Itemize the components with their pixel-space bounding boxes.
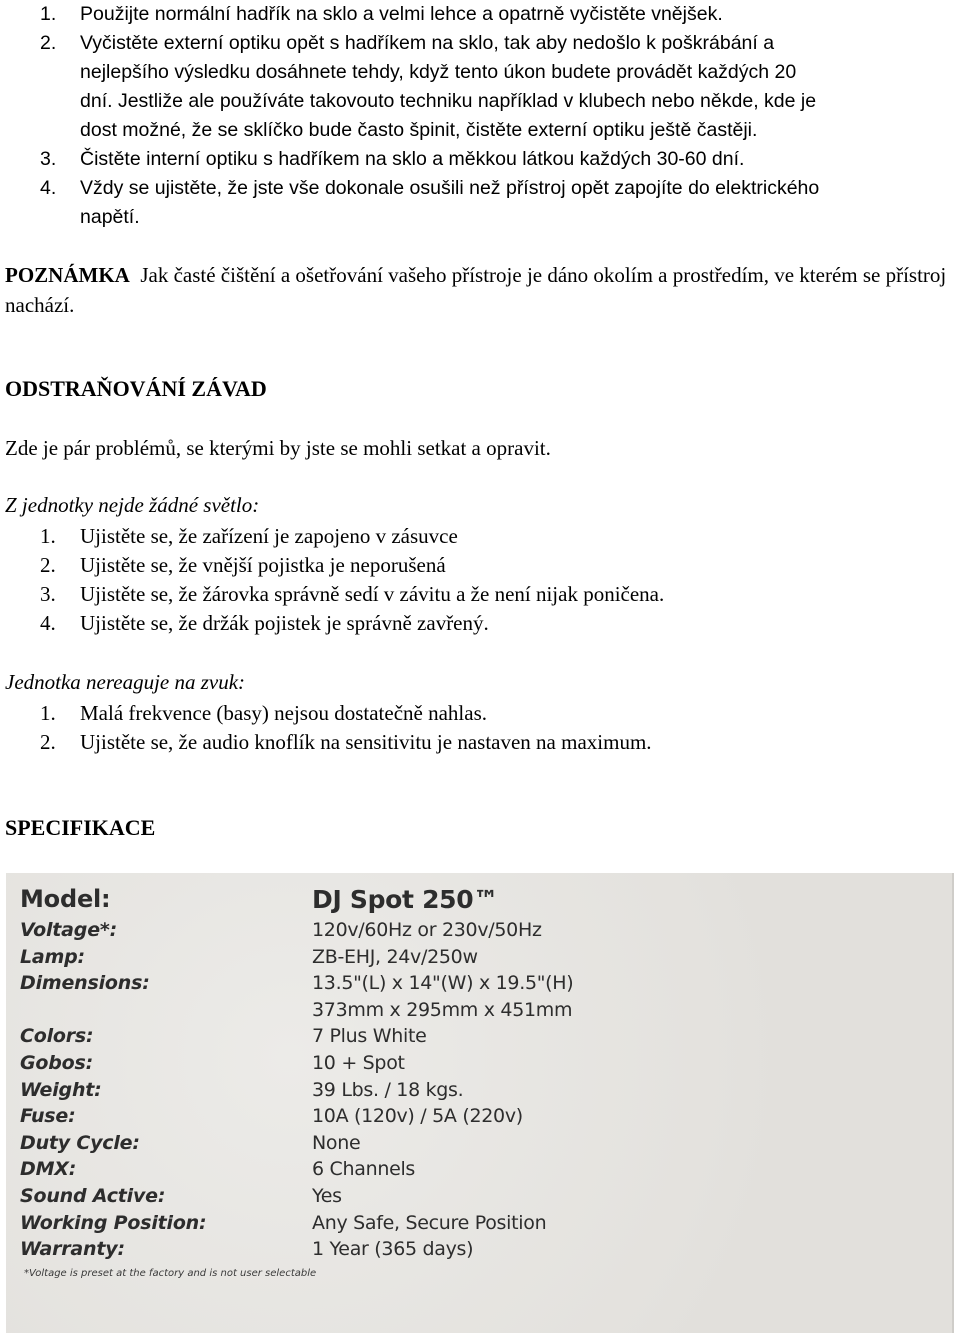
spec-label: Voltage*: — [20, 919, 118, 941]
list-item-text: Ujistěte se, že audio knoflík na sensitivitu je nastaven na maximum. — [80, 730, 652, 754]
spec-label: Warranty: — [20, 1238, 125, 1261]
spec-row — [20, 1079, 920, 1106]
spec-row — [20, 972, 920, 999]
list-item — [0, 522, 664, 551]
list-item — [0, 174, 958, 232]
spec-value: 373mm x 295mm x 451mm — [312, 998, 573, 1021]
spec-label: Weight: — [20, 1078, 102, 1101]
list-item-text: Malá frekvence (basy) nejsou dostatečně nahlas. — [80, 701, 487, 725]
spec-value: 10A (120v) / 5A (220v) — [312, 1105, 523, 1128]
note-text: Jak časté čištění a ošetřování vašeho přístroje je dáno okolím a prostředím, ve kterém se přístroj nachází. — [5, 263, 947, 317]
spec-row — [20, 1025, 920, 1052]
list-item-text: dost možné, že se sklíčko bude často špinit, čistěte externí optiku ještě častěji. — [80, 119, 758, 141]
spec-value: ZB-EHJ, 24v/250w — [312, 945, 478, 968]
note-label: POZNÁMKA — [5, 263, 130, 287]
spec-label: Lamp: — [20, 945, 85, 968]
spec-label: Working Position: — [20, 1211, 207, 1234]
list-item — [0, 728, 652, 757]
list-number: 2. — [40, 32, 57, 54]
list-number: 2. — [40, 553, 56, 577]
spec-label: Sound Active: — [20, 1184, 166, 1207]
spec-value: Any Safe, Secure Position — [312, 1211, 547, 1234]
list-number: 4. — [40, 177, 57, 199]
spec-row — [20, 1185, 920, 1212]
list-item — [0, 580, 664, 609]
spec-row — [20, 946, 920, 973]
list-item-text: Vyčistěte externí optiku opět s hadříkem na sklo, tak aby nedošlo k poškrábání a — [80, 32, 775, 54]
spec-row — [20, 1238, 920, 1265]
spec-value: 13.5"(L) x 14"(W) x 19.5"(H) — [312, 972, 574, 995]
list-item — [0, 29, 958, 145]
spec-value: 7 Plus White — [312, 1025, 427, 1048]
troubleshooting-heading: ODSTRAŇOVÁNÍ ZÁVAD — [5, 376, 267, 401]
list-number: 1. — [40, 524, 56, 548]
spec-value: 1 Year (365 days) — [312, 1238, 474, 1261]
list-number: 3. — [40, 582, 56, 606]
list-item — [0, 145, 958, 174]
no-sound-list — [0, 699, 652, 757]
spec-value: 10 + Spot — [312, 1051, 405, 1074]
spec-value: 6 Channels — [312, 1158, 416, 1181]
list-number: 2. — [40, 730, 56, 754]
spec-row — [20, 919, 920, 946]
spec-value: DJ Spot 250™ — [312, 885, 499, 914]
note-paragraph — [5, 260, 957, 320]
spec-value: Yes — [312, 1184, 342, 1207]
list-number: 1. — [40, 701, 56, 725]
spec-row — [20, 999, 920, 1026]
spec-value: 120v/60Hz or 230v/50Hz — [312, 919, 542, 941]
list-item-text: Ujistěte se, že zařízení je zapojeno v zásuvce — [80, 524, 458, 548]
spec-footnote: *Voltage is preset at the factory and is not user selectable — [24, 1268, 317, 1279]
no-sound-subheading: Jednotka nereaguje na zvuk: — [5, 670, 246, 694]
list-item-text: Čistěte interní optiku s hadříkem na sklo a měkkou látkou každých 30-60 dní. — [80, 148, 745, 170]
spec-row — [20, 1212, 920, 1239]
spec-table — [20, 885, 920, 1265]
cleaning-steps-list — [0, 0, 958, 232]
spec-label: Gobos: — [20, 1051, 94, 1074]
spec-label: Colors: — [20, 1025, 94, 1048]
list-item — [0, 0, 958, 29]
list-item — [0, 551, 664, 580]
spec-label: Fuse: — [20, 1105, 76, 1128]
no-light-subheading: Z jednotky nejde žádné světlo: — [5, 493, 260, 517]
list-item-text: Ujistěte se, že žárovka správně sedí v závitu a že není nijak poničena. — [80, 582, 665, 606]
spec-label: Dimensions: — [20, 972, 150, 995]
list-item-text: Použijte normální hadřík na sklo a velmi lehce a opatrně vyčistěte vnějšek. — [80, 3, 723, 25]
no-light-list — [0, 522, 664, 638]
spec-row — [20, 1158, 920, 1185]
spec-sheet-image — [6, 873, 954, 1333]
list-number: 4. — [40, 611, 56, 635]
list-item-text: dní. Jestliže ale používáte takovouto techniku například v klubech nebo někde, kde je — [80, 90, 817, 112]
list-item — [0, 699, 652, 728]
spec-row — [20, 1052, 920, 1079]
list-item-text: napětí. — [80, 206, 140, 228]
spec-label: Duty Cycle: — [20, 1131, 140, 1154]
troubleshooting-intro: Zde je pár problémů, se kterými by jste se mohli setkat a opravit. — [5, 436, 551, 460]
spec-label: Model: — [20, 885, 111, 913]
list-item-text: Ujistěte se, že vnější pojistka je neporušená — [80, 553, 446, 577]
list-item-text: Vždy se ujistěte, že jste vše dokonale osušili než přístroj opět zapojíte do elektrického — [80, 177, 820, 199]
spec-row — [20, 1132, 920, 1159]
specs-heading: SPECIFIKACE — [5, 815, 156, 840]
list-number: 1. — [40, 3, 57, 25]
list-item-text: nejlepšího výsledku dosáhnete tehdy, když tento úkon budete provádět každých 20 — [80, 61, 797, 83]
spec-row — [20, 885, 920, 919]
list-number: 3. — [40, 148, 57, 170]
list-item-text: Ujistěte se, že držák pojistek je správně zavřený. — [80, 611, 489, 635]
spec-row — [20, 1105, 920, 1132]
spec-label: DMX: — [20, 1158, 77, 1181]
spec-value: 39 Lbs. / 18 kgs. — [312, 1078, 464, 1101]
list-item — [0, 609, 664, 638]
spec-value: None — [312, 1131, 361, 1154]
